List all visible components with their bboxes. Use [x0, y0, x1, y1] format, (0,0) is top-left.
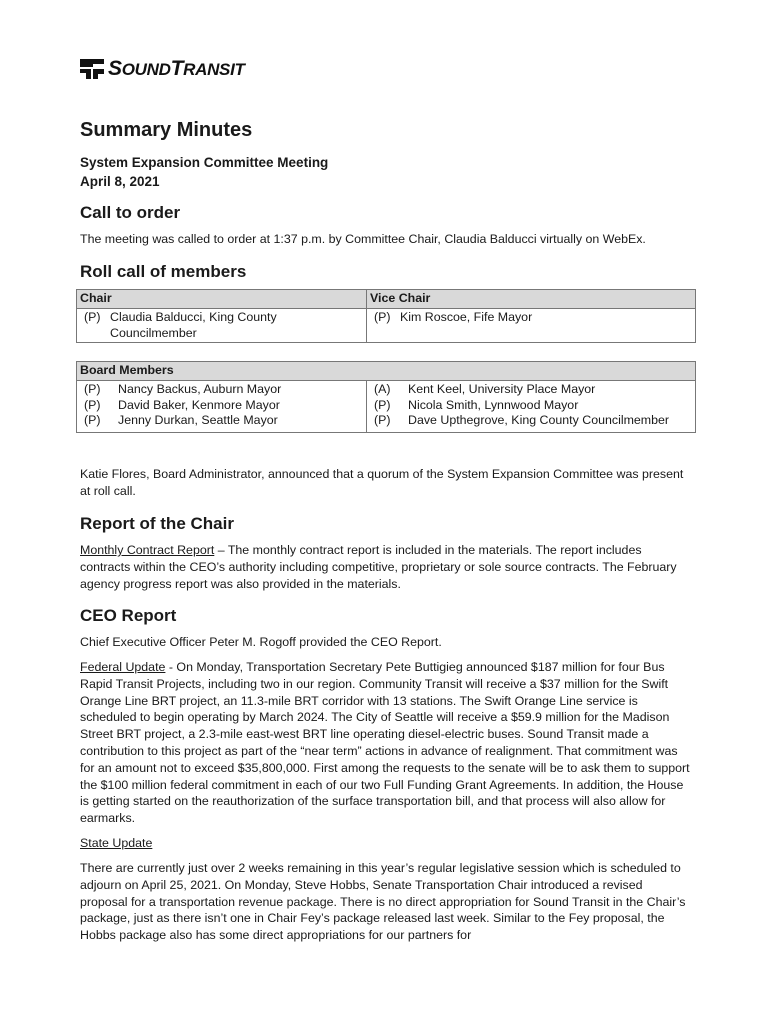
- monthly-contract-report-link[interactable]: Monthly Contract Report: [80, 543, 215, 557]
- board-members-header: Board Members: [77, 362, 696, 381]
- chair-status: (P): [84, 310, 101, 324]
- ceo-report-heading: CEO Report: [80, 606, 177, 625]
- vice-chair-header: Vice Chair: [367, 290, 696, 309]
- board-member: (P) Nicola Smith, Lynnwood Mayor: [374, 397, 579, 412]
- board-members-table: [76, 361, 696, 433]
- state-update-link[interactable]: State Update: [80, 836, 153, 850]
- report-chair-paragraph: Monthly Contract Report – The monthly contract report is included in the materials. The report includes contracts within the CEO’s authority including competitive, proprietary or sole source contracts. The February agency progress report was also provided in the materials.: [80, 543, 677, 591]
- board-member: (P) Jenny Durkan, Seattle Mayor: [84, 413, 278, 427]
- call-to-order-text: The meeting was called to order at 1:37 p.m. by Committee Chair, Claudia Balducci virtually on WebEx.: [80, 232, 646, 246]
- call-to-order-heading: Call to order: [80, 203, 181, 222]
- board-right-cell: [367, 381, 696, 433]
- page-title: Summary Minutes: [80, 119, 253, 141]
- report-chair-heading: Report of the Chair: [80, 514, 234, 533]
- federal-update-paragraph: Federal Update - On Monday, Transportation Secretary Pete Buttigieg announced $187 million for four Bus Rapid Transit Projects, including two in our region. Community Transit will receive a $37 million for the Swift Orange Line BRT project, an 11.3-mile BRT corridor with 13 stations. The Swift Orange Line service is scheduled to begin operating by March 2024. The City of Seattle will receive a $59.9 million for the Madison Street BRT project, a 2.3-mile east-west BRT line operating diesel-electric buses. Sound Transit made a contribution to this project as part of the “near term” actions in advance of realignment. That commitment was for an amount not to exceed $35,800,000. First among the requests to the senate will be to ask them to support the $100 million federal commitment in each of our two Full Funding Grant Agreements. In addition, the House is getting started on the reauthorization of the surface transportation bill, and that process will also allow for earmarks.: [80, 660, 690, 826]
- chair-name-cont: Councilmember: [110, 325, 197, 340]
- chair-header: Chair: [77, 290, 367, 309]
- sound-transit-logo-mark-icon: [80, 57, 104, 81]
- state-update-heading: [80, 835, 690, 852]
- chair-table: [76, 289, 696, 343]
- vice-chair-name: Kim Roscoe, Fife Mayor: [400, 310, 533, 324]
- vice-chair-status: (P): [374, 310, 391, 324]
- sound-transit-logo: [80, 56, 245, 82]
- meeting-date: April 8, 2021: [80, 174, 160, 189]
- state-update-paragraph: There are currently just over 2 weeks remaining in this year’s regular legislative session which is scheduled to adjourn on April 25, 2021. On Monday, Steve Hobbs, Senate Transportation Chair introduced a revised proposal for a transportation revenue package. There is no direct appropriation for Sound Transit in the Chair’s package, just as there isn’t one in Chair Fey’s package released last week. Similar to the Fey proposal, the Hobbs package also has some direct appropriations for our partners for: [80, 861, 686, 943]
- board-member: (P) David Baker, Kenmore Mayor: [84, 397, 280, 412]
- federal-update-link[interactable]: Federal Update: [80, 660, 166, 674]
- chair-name: Claudia Balducci, King County: [110, 310, 277, 324]
- vice-chair-cell: [367, 309, 696, 343]
- board-member: (P) Nancy Backus, Auburn Mayor: [84, 382, 282, 396]
- logo-wordmark: SOUNDTRANSIT: [108, 57, 245, 80]
- board-member: (A) Kent Keel, University Place Mayor: [374, 382, 596, 396]
- chair-cell: [77, 309, 367, 343]
- board-left-cell: [77, 381, 367, 433]
- board-member: (P) Dave Upthegrove, King County Councilmember: [374, 413, 670, 427]
- ceo-intro: Chief Executive Officer Peter M. Rogoff provided the CEO Report.: [80, 635, 442, 649]
- roll-call-heading: Roll call of members: [80, 262, 247, 281]
- meeting-name: System Expansion Committee Meeting: [80, 155, 329, 170]
- quorum-text: Katie Flores, Board Administrator, announced that a quorum of the System Expansion Committee was present at roll call.: [80, 467, 684, 498]
